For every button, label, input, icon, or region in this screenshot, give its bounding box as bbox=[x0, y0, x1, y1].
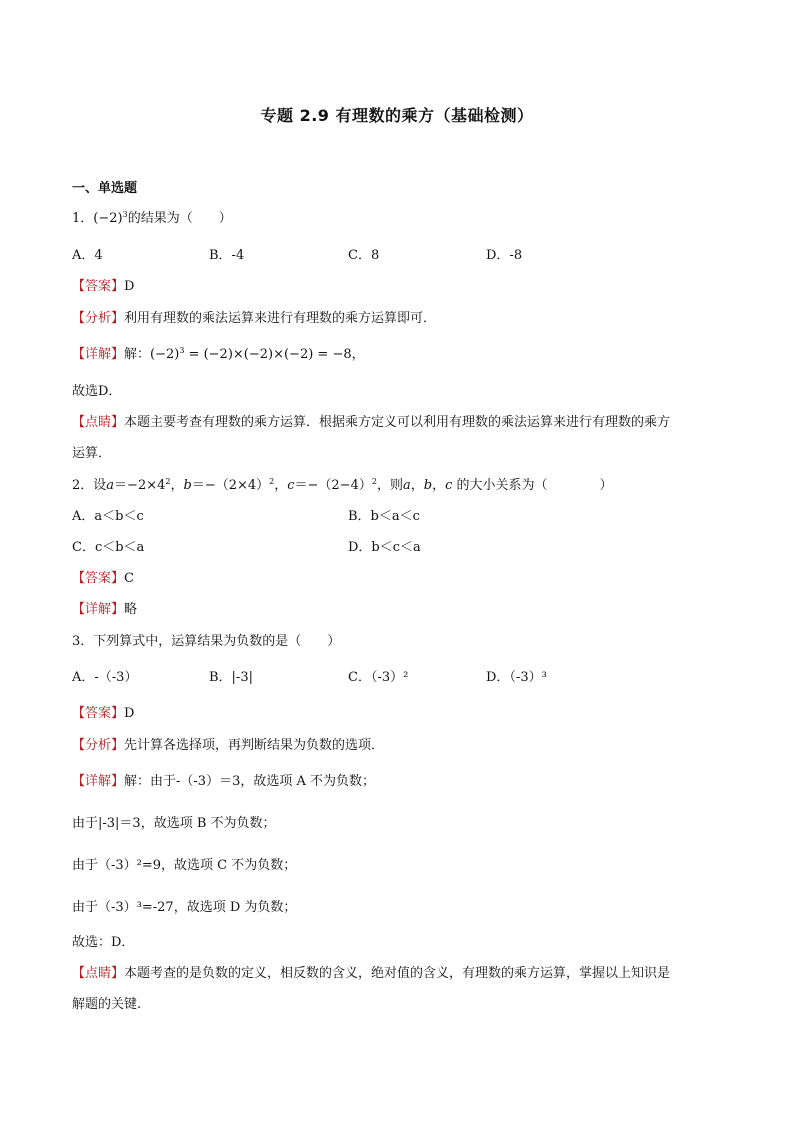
q3-analysis: 【分析】先计算各选择项，再判断结果为负数的选项． bbox=[72, 738, 385, 753]
q3-detail-b: 由于|-3|＝3，故选项 B 不为负数； bbox=[72, 816, 276, 831]
q3-answer: 【答案】D bbox=[72, 706, 135, 721]
q1-choose: 故选D． bbox=[72, 384, 122, 399]
q2-option-b: B．b＜a＜c bbox=[348, 509, 420, 524]
q3-comment: 【点睛】本题考查的是负数的定义，相反数的含义，绝对值的含义，有理数的乘方运算，掌握以上知识是 bbox=[72, 966, 671, 981]
q1-comment: 【点睛】本题主要考查有理数的乘方运算．根据乘方定义可以利用有理数的乘法运算来进行有理数的乘方 bbox=[72, 415, 671, 430]
q2-answer: 【答案】C bbox=[72, 571, 134, 586]
q1-option-d: D．-8 bbox=[486, 248, 523, 263]
q1-option-a: A．4 bbox=[72, 248, 103, 263]
q3-option-d: D．（-3）³ bbox=[486, 670, 547, 685]
q3-detail: 【详解】解：由于-（-3）＝3，故选项 A 不为负数； bbox=[72, 774, 375, 789]
q1-answer: 【答案】D bbox=[72, 279, 135, 294]
q1-detail: 【详解】解：$(-2)^3 = (-2)\times(-2)\times(-2) = -8$， bbox=[72, 346, 365, 362]
q3-option-a: A．-（-3） bbox=[72, 670, 138, 685]
question-2-stem: 2．设$a=-2\times 4^2$，$b=-(2\times 4)^2$，$c=-(2-4)^2$，则a，b，c 的大小关系为（ ） bbox=[72, 477, 613, 493]
q1-comment-cont: 运算． bbox=[72, 446, 112, 461]
q1-option-b: B．-4 bbox=[209, 248, 245, 263]
q2-option-c: C．c＜b＜a bbox=[72, 540, 145, 555]
q3-comment-cont: 解题的关键. bbox=[72, 997, 142, 1012]
question-1-stem: 1．$(-2)^3$的结果为（ ） bbox=[72, 210, 232, 226]
q2-detail: 【详解】略 bbox=[72, 602, 138, 617]
q1-analysis: 【分析】利用有理数的乘法运算来进行有理数的乘方运算即可． bbox=[72, 311, 437, 326]
section-heading: 一、单选题 bbox=[72, 181, 138, 196]
question-3-stem: 3．下列算式中，运算结果为负数的是（ ） bbox=[72, 634, 341, 649]
q2-option-d: D．b＜c＜a bbox=[348, 540, 421, 555]
page-title: 专题 2.9 有理数的乘方（基础检测） bbox=[260, 106, 534, 125]
q3-option-c: C．（-3）² bbox=[348, 670, 409, 685]
q3-option-b: B．|-3| bbox=[209, 670, 253, 685]
q1-option-c: C．8 bbox=[348, 248, 380, 263]
q3-detail-c: 由于（-3）²=9，故选项 C 不为负数； bbox=[72, 858, 297, 873]
q3-choose: 故选：D． bbox=[72, 935, 135, 950]
q2-option-a: A．a＜b＜c bbox=[72, 509, 144, 524]
q3-detail-d: 由于（-3）³=-27，故选项 D 为负数； bbox=[72, 900, 297, 915]
